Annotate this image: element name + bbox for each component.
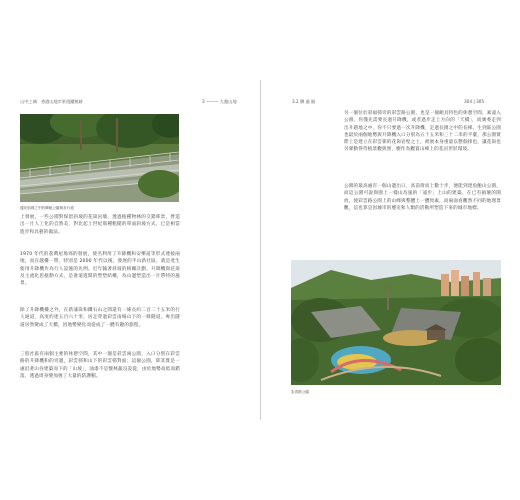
left-photo-stairs — [20, 114, 179, 202]
left-paragraph-2: 1970 年代的荔灣屋塢郊的發展，使名利用了升降機和安樂道等形式連接兩地，而在越樓一帶，特別是 2000 年代以後，發展的半山新社區，就是產生使用升降機作為行人設施的先例。近年隨著斜坡的相關計劃、升降機與花崗及主流化思植動方式，是會道進間的塑塑結構，為山邊塑造出一片帶特的風景。 — [20, 252, 180, 287]
right-photo-park — [291, 260, 501, 385]
right-paragraph-2: 公園的最高處有一個山邊出口，高前倚而上數十步，便能到達魚鮑山公園，而這公園可說與園上一樣山為風的「遠步」上山的建築，在已有損壞的開放，使彩雲路公園上的山峰與整體上一體致素，而兩面看觀然不同的地理景觀，這也算是因城市的歷史和人類的活動所塑造下來的城市地標。 — [344, 184, 501, 211]
right-page — [261, 0, 520, 500]
left-paragraph-4: 三股社區有兩個主要的休憩空間，其中一個是彩雲兩公園，入口分別在彩雲路的升降機和的旁邊，彩雲邨和山下的彩雲邨對面；這個公園，即其實是一處沿著山谷建築而下的「山坡」，油漆不是懷林蔬良設從，由於地勢高低而錯落，透過周身變加強了大量的防護帽。 — [20, 352, 180, 379]
left-chapter-head: 3 ——— 九龍山地 — [202, 99, 237, 104]
left-paragraph-1: 上發展，一些公園對保留斜坡的花崗岩墻，透過植種物林的交錯佈景，營造出一片人工化的自然美，對比起上世紀那種粗糙的單面斜坡方式，已是相當進步和具藝的做法。 — [20, 215, 180, 235]
left-running-head: 山中之城：香港山地市景遊蹤軌跡 — [20, 99, 83, 104]
right-paragraph-1: 另一個位於彩福邨旁的彩雲路公園，也是一個頗具特色的休憩空間，素遠入公園，你僅先需要長過升降機，或者過步走上方向的「天橋」，而廣委走到出升趙地之中，你不只要過一次升降機，走過長園之中的長梯。生到區公園也最於兩個地勢與升降機入口分別為五十五米和三十二米的平臺，那公園實際上是建立在彩雲邨的花崗岩壁之上，被展本身重量以整個排也，讓花崗也另眾動得待植景觀與照，樹作為觀賞山峰上的花岩形狀環境。 — [344, 111, 501, 153]
right-photo-caption: 彩雲路公園 — [291, 390, 309, 394]
left-photo-caption: 通於斜坡之中的傳統公園與步行道 — [20, 206, 74, 210]
left-page — [0, 0, 259, 500]
right-chapter-head: 3.2 鑽 過 隧 — [292, 99, 316, 104]
right-page-number: 304 | 305 — [464, 99, 485, 104]
left-paragraph-3: 除了升降機樓之外，在新蒲崗和鑽石山之間還有一條長約二百二十五米的行人通道，高度約達五百六十米，居走穿過彩雲雨場山下的一條隧道，專出隧道居然變成了天橋，因地勢變化而從成了一體有趣的旅程。 — [20, 308, 180, 328]
